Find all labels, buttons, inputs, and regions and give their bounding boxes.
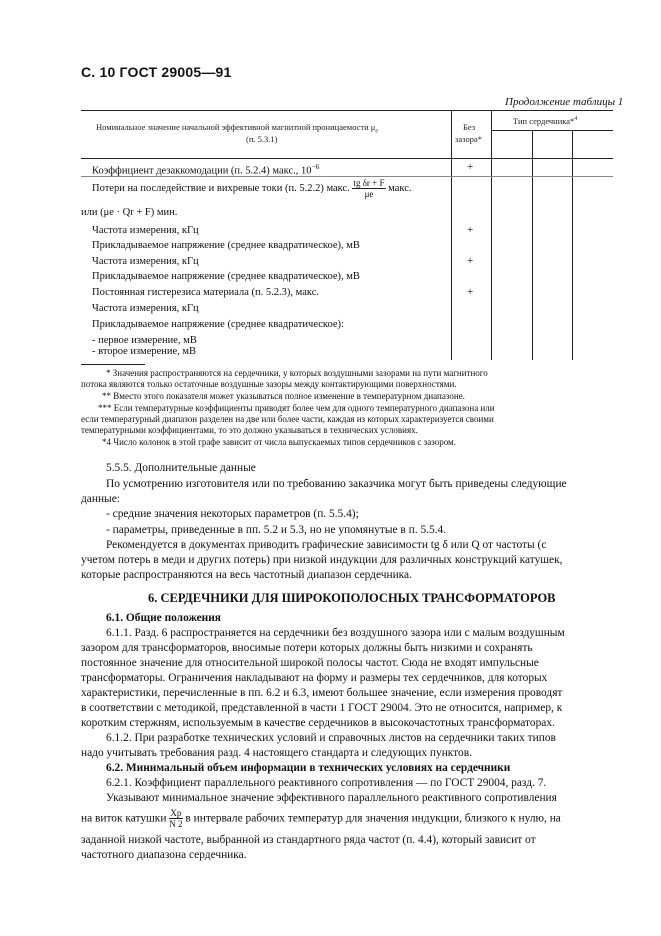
para-612b: надо учитывать требования разд. 4 настоящего стандарта и следующих пунктов.: [81, 747, 472, 759]
para-622c: заданной низкой частоте, выбранной из стандартного ряда частот (п. 4.4), который зависит от: [81, 834, 536, 846]
list-item-1: - средние значения некоторых параметров (п. 5.5.4);: [106, 508, 359, 520]
row-meas-freq-1: Частота измерения, кГц: [92, 225, 199, 236]
footnote-2: ** Вместо этого показателя может указываться полное изменение в температурном диапазоне.: [102, 391, 465, 401]
row-voltage-1: Прикладываемое напряжение (среднее квадратическое), мВ: [92, 240, 360, 251]
page-header: С. 10 ГОСТ 29005—91: [81, 64, 232, 80]
para-622b: на виток катушки $\frac{Xp}{N 2}$ в интервале рабочих температур для значения индукции, близкого к нулю, на: [81, 808, 561, 829]
footnote-1b: потока являются только остаточные воздушные зазоры между контактирующими поверхностями.: [81, 379, 457, 389]
row-voltage-3: Прикладываемое напряжение (среднее квадратическое):: [92, 319, 344, 330]
table-col-divider-2: [491, 110, 492, 360]
para-621: 6.2.1. Коэффициент параллельного реактивного сопротивления — по ГОСТ 29004, разд. 7.: [106, 777, 547, 789]
row-first-measurement: - первое измерение, мВ: [92, 335, 197, 346]
para-611b: зазором для трансформаторов, вносимые потери которых должны быть низкими и сохранять: [81, 642, 533, 654]
table-row-rule: [81, 176, 613, 177]
table-col-divider-3: [532, 130, 533, 360]
footnote-4: *4 Число колонок в этой графе зависит от числа выпускаемых типов сердечников с зазором.: [102, 437, 456, 447]
para-611a: 6.1.1. Разд. 6 распространяется на сердечники без воздушного зазора или с малым воздушным: [106, 627, 565, 639]
para-622d: частотного диапазона сердечника.: [81, 849, 247, 861]
para-611e: характеристики, перечисленные в пп. 6.2 и 6.3, имеют большее значение, если измерения проводят: [81, 687, 563, 699]
para-555-1a: По усмотрению изготовителя или по требованию заказчика могут быть приведены следующие: [106, 478, 567, 490]
heading-5-5-5: 5.5.5. Дополнительные данные: [106, 462, 256, 474]
para-612a: 6.1.2. При разработке технических условий и справочных листов на сердечники таких типов: [106, 732, 556, 744]
row-hysteresis: Постоянная гистерезиса материала (п. 5.2.3), макс.: [92, 287, 319, 298]
row-losses-alt: или (μe · Qr + F) мин.: [81, 207, 178, 218]
row-voltage-2: Прикладываемое напряжение (среднее квадратическое), мВ: [92, 271, 360, 282]
table-col-divider-4: [572, 130, 573, 360]
heading-6-1: 6.1. Общие положения: [106, 612, 221, 624]
para-555-1b: данные:: [81, 493, 120, 505]
row-disaccommodation-mark: +: [467, 161, 474, 173]
row-meas-freq-2-mark: +: [467, 255, 474, 267]
table-type-subrule: [491, 130, 613, 131]
table-header-parameter: Номинальное значение начальной эффективной магнитной проницаемости $\mu_e$: [96, 122, 378, 135]
table-header-core-type: Тип сердечника*$^4$: [513, 116, 578, 126]
para-555-2b: учетом потерь в меди и других потерь) при низкой индукции для различных конструкций катушек,: [81, 554, 563, 566]
para-611f: в соответствии с методикой, представленной в части 1 ГОСТ 29004. Это не относится, например, к: [81, 702, 563, 714]
table-header-parameter-ref: (п. 5.3.1): [246, 134, 278, 144]
row-disaccommodation: Коэффициент дезаккомодации (п. 5.2.4) макс., $10^{-6}$: [92, 162, 320, 177]
para-555-2a: Рекомендуется в документах приводить графические зависимости tg δ или Q от частоты (с: [106, 539, 547, 551]
table-continuation-label: Продолжение таблицы 1: [505, 96, 624, 108]
row-second-measurement: - второе измерение, мВ: [92, 346, 197, 357]
row-meas-freq-3: Частота измерения, кГц: [92, 303, 199, 314]
footnote-3a: *** Если температурные коэффициенты приводят более чем для одного температурного диапазона или: [98, 403, 495, 413]
para-611c: постоянное значение для относительной широкой полосы частот. Сюда не входят импульсные: [81, 657, 539, 669]
row-meas-freq-2: Частота измерения, кГц: [92, 256, 199, 267]
heading-6-2: 6.2. Минимальный объем информации в технических условиях на сердечники: [106, 762, 511, 774]
list-item-2: - параметры, приведенные в пп. 5.2 и 5.3, но не упомянутые в п. 5.5.4.: [106, 524, 447, 536]
para-555-2c: которые распространяются на весь частотный диапазон сердечника.: [81, 569, 412, 581]
para-622a: Указывают минимальное значение эффективного параллельного реактивного сопротивления: [106, 792, 557, 804]
table-header-nogap-line1: Без: [463, 122, 476, 132]
footnote-3b: если температурный диапазон разделен на две или более части, каждая из которых характеризуется своими: [81, 414, 494, 424]
footnote-rule: [81, 364, 145, 365]
row-hysteresis-mark: +: [467, 286, 474, 298]
row-meas-freq-1-mark: +: [467, 224, 474, 236]
table-col-divider-1: [451, 110, 452, 360]
table-header-rule: [81, 158, 613, 159]
losses-fraction: $\frac{\text{tg δr + F}}{\mu e}$: [353, 178, 385, 199]
section-6-title: 6. СЕРДЕЧНИКИ ДЛЯ ШИРОКОПОЛОСНЫХ ТРАНСФОРМАТОРОВ: [148, 591, 556, 605]
table-top-rule: [81, 110, 613, 111]
para-611d: трансформаторы. Ограничения накладывают на форму и размеры тех сердечников, для которых: [81, 672, 548, 684]
reactance-fraction: $\frac{Xp}{N 2}$: [169, 808, 183, 829]
table-header-nogap-line2: зазора*: [455, 134, 482, 144]
para-611g: коротким стержням, используемым в качестве сердечников в высокочастотных трансформаторах.: [81, 717, 555, 729]
footnote-1a: * Значения распространяются на сердечники, у которых воздушными зазорами на пути магнитного: [106, 368, 488, 378]
row-losses: Потери на последействие и вихревые токи (п. 5.2.2) макс. $\frac{\text{tg δr + F}}{\mu e}$ макс.: [92, 178, 412, 199]
footnote-3c: температурными коэффициентами, то это должно указываться в технических условиях.: [81, 425, 418, 435]
